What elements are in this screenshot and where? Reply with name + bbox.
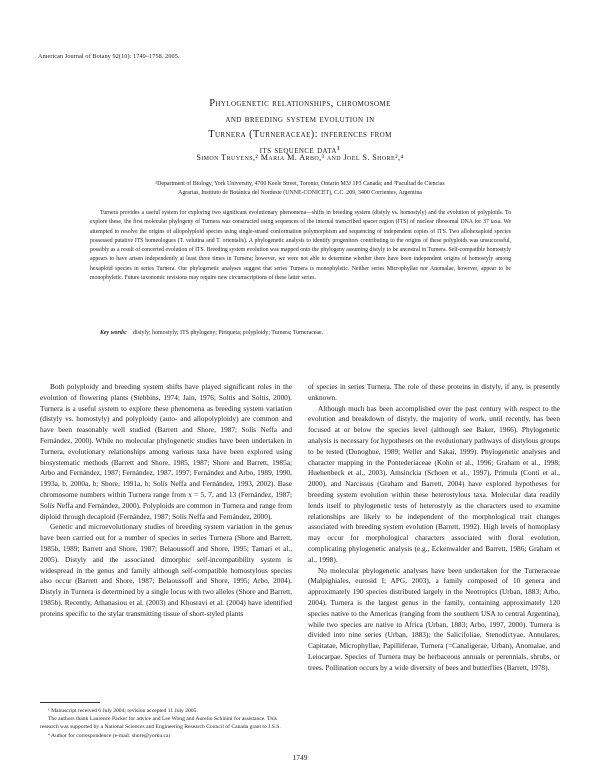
title-line: Turnera (Turneraceae): inferences from [208,129,392,140]
abstract: Turnera provides a useful system for exploring two significant evolutionary phenomena—shifts in breeding system (distyly vs. homostyly) and the evolution of polyploids. To explore these, the first molecular phylogeny of Turnera was constructed using sequences of the internal transcribed spacer region (ITS) of nuclear ribosomal DNA for 37 taxa. We attempted to resolve the origins of allopolyploid species using single-strand conformation polymorphism and sequencing of independent copies of ITS. Two allohexaploid species possessed putative ITS homeologues (T. velutina and T. orientalis). A phylogenetic analysis to identify progenitors contributing to the origins of these polyploids was unsuccessful, possibly as a result of concerted evolution of ITS. Breeding system evolution was mapped onto the phylogeny assuming distyly to be ancestral in Turnera. Self-compatible homostyly appears to have arisen independently at least three times in Turnera; however, we were not able to determine whether there have been independent origins of homostyly among hexaploid species in series Turnera. Our phylogenetic analyses suggest that series Turnera is monophyletic. Neither series Microphyllae nor Anomalae, however, appear to be monophyletic. Future taxonomic revisions may require new circumscriptions of these latter series. [90,210,511,282]
title-line: and breeding system evolution in [225,113,375,125]
affiliation-line: ²Department of Biology, York University, 4700 Keele Street, Toronto, Ontario M3J 1P3 Canada; and ³Facultad de Ciencias [155,181,445,187]
body-column-right [308,382,560,674]
keywords [100,330,510,336]
body-paragraph: Although much has been accomplished over the past century with respect to the evolution and breakdown of distyly, the majority of work, until recently, has been focused at or below the species level (although see Baker, 1966). Phylogenetic analysis is necessary for hypotheses on the evolutionary pathways of distylous groups to be tested (Donoghue, 1989; Weller and Sakai, 1999). Phylogenetic analyses and character mapping in the Pontederiaceae (Kohn et al., 1996; Graham et al., 1998; Huehenbeck et al., 2003), Amsinckia (Schoen et al., 1997), Primula (Conti et al., 2000), and Narcissus (Graham and Barrett, 2004) have explored hypotheses for breeding system evolution within these heterostylous taxa. Molecular data readily lends itself to phylogenetic tests of heterostyly as the characters used to examine relationships are likely to be independent of the morphological trait changes associated with breeding system evolution (Barrett, 1992). High levels of homoplasy may occur for morphological characters associated with floral evolution, complicating phylogenetic analysis (e.g., Eckenwalder and Barrett, 1986; Graham et al., 1998). [308,403,560,564]
footnote: ¹ Manuscript received 6 July 2004; revision accepted 11 July 2005. [48,708,198,714]
body-paragraph: of species in series Turnera. The role of these proteins in distyly, if any, is presently unknown. [308,382,560,402]
body-paragraph: Both polyploidy and breeding system shifts have played significant roles in the evolution of flowering plants (Stebbins, 1974; Jain, 1976; Soltis and Soltis, 2000). Turnera is a useful system to explore these phenomena as breeding system variation (distyly vs. homostyly) and polyploidy (auto- and allopolyploidy) are common and have been reasonably well studied (Barrett and Shore, 1987; Solís Neffa and Fernández, 2000). While no molecular phylogenetic studies have been undertaken in Turnera, evolutionary relationships among various taxa have been explored using biosystematic methods (Barrett and Shore, 1985, 1987; Shore and Barrett, 1985a; Arbo and Fernández, 1987; Fernández, 1987, 1997; Fernández and Arbo, 1989, 1990, 1993a, b, 2000a, b; Shore, 1991a, b; Solís Neffa and Fernández, 1993, 2002). Base chromosome numbers within Turnera range from x = 5, 7, and 13 (Fernández, 1987; Solís Neffa and Fernández, 2000). Polyploids are common in Turnera and range from diploid through decaploid (Fernández, 1987; Solís Neffa and Fernández, 2000). [40,382,292,521]
title-line: Phylogenetic relationships, chromosome [209,98,391,109]
body-paragraph: No molecular phylogenetic analyses have been undertaken for the Turneraceae (Malpighiales, eurosid I; APG, 2003), a family composed of 10 genera and approximately 190 species distributed largely in the Neotropics (Urban, 1883; Arbo, 2004). Turnera is the largest genus in the family, containing approximately 120 species native to the Americas (ranging from the southern USA to central Argentina), while two species are native to Africa (Urban, 1883; Arbo, 1997, 2000). Turnera is divided into nine series (Urban, 1883); the Salicifoliae, Stenodictyae, Annulares, Capitatae, Microphyllae, Papilliferae, Turnera (=Canaligerae, Urban), Anomalae, and Leiocarpae. Species of Turnera may be herbaceous annuals or perennials, shrubs, or trees. Pollination occurs by a wide diversity of bees and butterflies (Barrett, 1978). [308,565,560,672]
title-line: its sequence data¹ [259,144,341,156]
body-paragraph: Genetic and microevolutionary studies of breeding system variation in the genus have been carried out for a number of species in series Turnera (Shore and Barrett, 1985b, 1989; Barrett and Shore, 1987; Belaoussoff and Shore, 1995; Tamari et al., 2005). Distyly and the associated dimorphic self-incompatibility system is widespread in the genus and family although self-compatible homostylous species also occur (Barrett and Shore, 1987; Belaoussoff and Shore, 1995; Arbo, 2004). Distyly in Turnera is determined by a single locus with two alleles (Shore and Barrett, 1985b). Recently, Athanasiou et al. (2003) and Khosravi et al. (2004) have identified proteins specific to the stylar transmitting tissue of short-styled plants [40,522,292,618]
author-list: Simon Truyens,² Maria M. Arbo,³ and Joel S. Shore²,⁴ [196,153,404,162]
footnote-divider [40,702,100,703]
affiliation-line: Agrarias, Instituto de Botánica del Nordeste (UNNE-CONICET), C.C. 209, 3400 Corrientes, Argentina [178,190,422,197]
keywords-text: distyly; homostyly; ITS phylogeny; Piriqueta; polyploidy; Turnera; Turneraceae. [133,330,324,336]
footnote: ⁴ Author for correspondence (e-mail: shore@yorku.ca) [48,732,171,739]
journal-citation: American Journal of Botany 92(10): 1749–1758. 2005. [38,53,180,60]
article-title [60,96,540,158]
footnotes [40,702,292,740]
footnote: The authors thank Laurence Packer for advice and Lee Wong and Aurelio Schinini for assistance. This research was supported by a National Sciences and Engineering Research Council of Canada grant to J.S.S. [40,716,281,731]
affiliations [100,180,500,199]
page-number: 1749 [292,753,308,762]
keywords-label: Key words: [100,330,127,336]
body-column-left [40,382,292,620]
